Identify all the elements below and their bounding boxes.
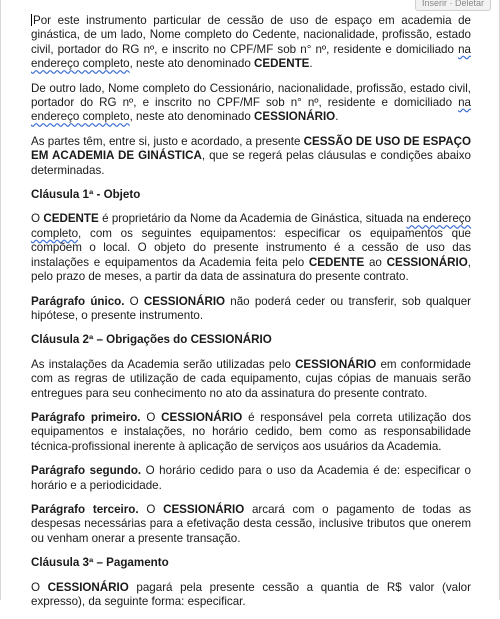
text-run: Cláusula 1ª - Objeto — [31, 188, 141, 202]
text-run: ao — [364, 255, 387, 269]
bold-text: Parágrafo terceiro. — [31, 502, 139, 516]
text-cursor — [31, 14, 32, 26]
text-run: De outro lado, Nome completo do Cessionário, nacionalidade, profissão, estado civil, portador do RG nº, e inscrito no CPF/MF sob n° nº, residente e domiciliado — [31, 81, 471, 110]
bold-text: Parágrafo único. — [31, 294, 125, 308]
document-body[interactable] — [31, 14, 471, 619]
bold-text: CEDENTE — [308, 255, 365, 269]
spellcheck-underlined-text: na endereço completo — [31, 96, 471, 124]
clause-1-heading — [31, 188, 471, 202]
bold-text: CESSIONÁRIO — [47, 580, 129, 594]
clause-2-paragraph — [31, 358, 471, 401]
text-run: arcará com o pagamento de todas as despesas necessárias para a efetivação desta cessão, inclusive tributos que onerem ou venham onerar a presente transação. — [31, 502, 472, 545]
spellcheck-underlined-text: na endereço completo — [31, 42, 471, 71]
text-run: , pelo prazo de meses, a partir da data de assinatura do presente contrato. — [31, 255, 471, 284]
text-run: . — [309, 57, 313, 71]
clause-3-heading — [31, 556, 471, 570]
first-paragraph — [31, 411, 471, 454]
bold-text: CEDENTE — [43, 212, 99, 226]
bold-text: Parágrafo segundo. — [31, 464, 142, 478]
text-run: em conformidade com as regras de utilização de cada equipamento, cujas cópias de manuais serão entregues para seu conhecimento no ato da assinatura do presente contrato. — [31, 357, 472, 400]
text-run: Cláusula 2ª – Obrigações do CESSIONÁRIO — [31, 333, 272, 347]
bold-text: CESSIONÁRIO — [295, 357, 377, 371]
spellcheck-underlined-text: na endereço completo — [31, 212, 472, 240]
text-run: O — [140, 410, 162, 424]
agreement-paragraph — [31, 135, 471, 178]
bold-text: CESSIONÁRIO — [163, 502, 245, 516]
clause-1-paragraph — [31, 212, 471, 284]
sole-paragraph — [31, 295, 471, 324]
clause-2-heading — [31, 333, 471, 347]
bold-text: CEDENTE — [254, 57, 310, 71]
track-changes-badge[interactable]: Inserir · Deletar — [415, 0, 491, 11]
text-run: , neste ato denominado — [129, 110, 255, 124]
bold-text: CESSIONÁRIO — [143, 294, 226, 308]
bold-text: CESSIONÁRIO — [161, 410, 243, 424]
second-paragraph — [31, 464, 471, 493]
bold-text: CESSIONÁRIO — [386, 255, 468, 269]
text-run: Por este instrumento particular de cessão de uso de espaço em academia de ginástica, de um lado, Nome completo do Cedente, nacionalidade, profissão, estado civil, portador do RG nº, e inscrito no CPF/MF sob n° nº, residente e domiciliado — [31, 14, 471, 56]
bold-text: CESSIONÁRIO — [254, 110, 336, 124]
text-run: , neste ato denominado — [129, 57, 255, 71]
text-run: , com os seguintes equipamentos: especificar os equipamentos que compõem o local. O objeto do presente instrumento é a cessão de uso das instalações e equipamentos da Academia feita pelo — [31, 226, 471, 269]
bold-text: CESSÃO DE USO DE ESPAÇO EM ACADEMIA DE GINÁSTICA — [31, 134, 471, 163]
text-run: O — [31, 212, 44, 226]
text-run: não poderá ceder ou transferir, sob qualquer hipótese, o presente instrumento. — [31, 294, 471, 322]
text-run: Cláusula 3ª – Pagamento — [31, 556, 169, 570]
clause-3-paragraph — [31, 581, 471, 610]
text-run: O — [138, 502, 164, 516]
text-run: As partes têm, entre si, justo e acordado, a presente — [31, 134, 304, 148]
text-run: , que se regerá pelas cláusulas e condições abaixo determinadas. — [31, 149, 471, 177]
text-run: O horário cedido para o uso da Academia é de: especificar o horário e a periodicidade. — [31, 464, 471, 492]
cessionario-paragraph — [31, 82, 471, 125]
text-run: O — [31, 580, 48, 594]
intro-paragraph — [31, 14, 471, 72]
third-paragraph — [31, 503, 471, 546]
text-run: é responsável pela correta utilização dos equipamentos e instalações, no horário cedido, bem como as responsabilidade técnica-profissional inerente à aplicação de serviços aos usuários da Academia. — [31, 410, 471, 453]
text-run: As instalações da Academia serão utilizadas pelo — [31, 357, 296, 371]
text-run: é proprietário da Nome da Academia de Ginástica, situada — [98, 212, 407, 226]
text-run: pagará pela presente cessão a quantia de R$ valor (valor expresso), da seguinte forma: especificar. — [31, 580, 471, 608]
bold-text: Parágrafo primeiro. — [31, 410, 141, 424]
text-run: . — [335, 110, 339, 124]
text-run: O — [124, 294, 144, 308]
